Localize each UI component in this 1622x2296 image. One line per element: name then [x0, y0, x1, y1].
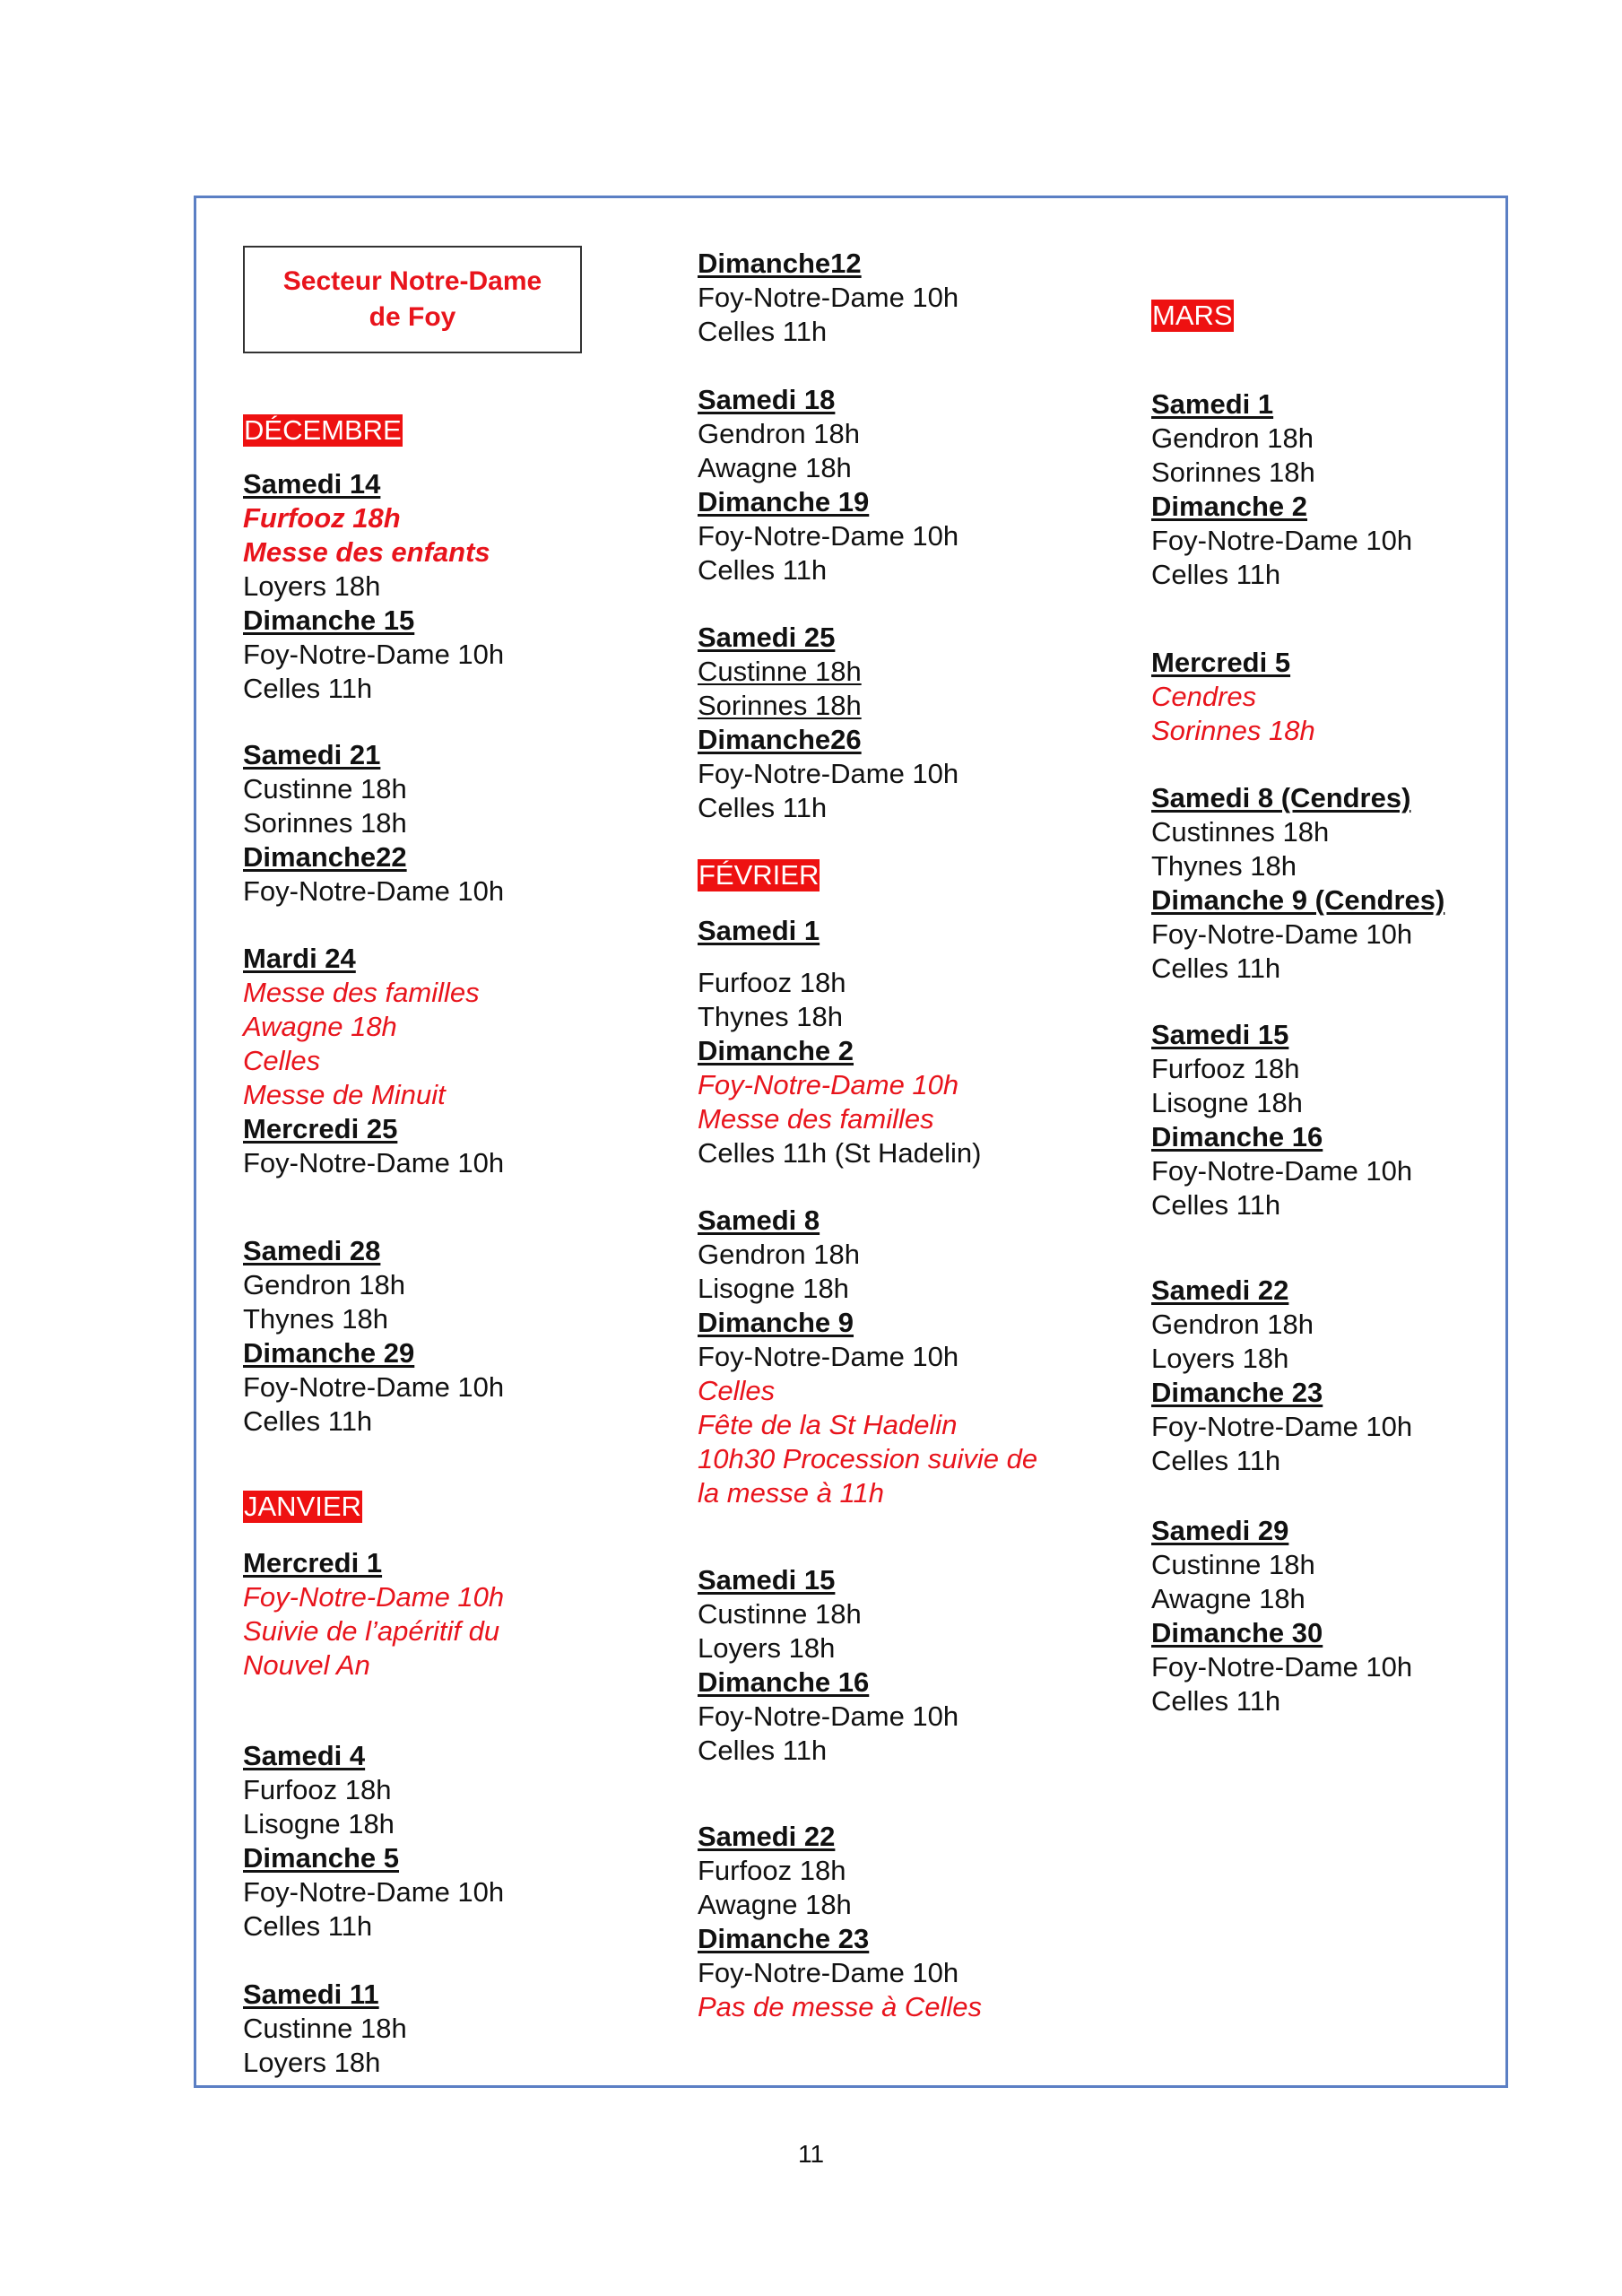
day-heading	[243, 467, 504, 501]
mass-entry	[698, 1000, 981, 1034]
day-heading-text: Dimanche 23	[1151, 1377, 1323, 1408]
mass-entry-text: Lisogne 18h	[243, 1808, 395, 1839]
day-heading-text: Samedi 14	[243, 468, 381, 500]
day-heading	[1151, 883, 1444, 918]
mass-entry-text: Foy-Notre-Dame 10h	[243, 1581, 505, 1613]
day-heading	[243, 1978, 407, 2012]
mass-entry	[1151, 456, 1412, 490]
schedule-block	[698, 1204, 1037, 1510]
day-heading	[243, 738, 504, 772]
mass-entry	[698, 689, 958, 723]
day-heading	[698, 485, 958, 519]
day-heading	[698, 1204, 1037, 1238]
schedule-block	[243, 738, 504, 909]
mass-entry-text: Foy-Notre-Dame 10h	[1151, 918, 1413, 950]
mass-entry-text: Messe des enfants	[243, 536, 490, 568]
mass-entry-text: Furfooz 18h	[698, 1855, 846, 1886]
day-heading-text: Samedi 22	[1151, 1274, 1289, 1306]
mass-entry	[243, 672, 504, 706]
schedule-block	[1151, 646, 1315, 748]
schedule-block	[698, 247, 958, 349]
sector-title-box	[243, 246, 582, 353]
month-label: JANVIER	[244, 1491, 361, 1522]
mass-entry	[243, 1370, 504, 1405]
mass-entry	[698, 655, 958, 689]
mass-entry-text: Foy-Notre-Dame 10h	[698, 758, 959, 789]
mass-entry	[698, 417, 958, 451]
mass-entry	[243, 1580, 504, 1614]
day-heading-text: Samedi 4	[243, 1740, 366, 1771]
mass-entry-text: Gendron 18h	[1151, 1309, 1314, 1340]
day-heading-text: Samedi 1	[1151, 388, 1274, 420]
mass-entry-text: Celles 11h	[1151, 1189, 1281, 1221]
schedule-block	[698, 1563, 958, 1768]
day-heading-text: Mercredi 1	[243, 1547, 383, 1578]
schedule-block	[698, 621, 958, 825]
mass-entry	[698, 1068, 981, 1102]
schedule-block	[243, 1234, 504, 1439]
day-heading-text: Samedi 11	[243, 1979, 379, 2010]
mass-entry-text: Foy-Notre-Dame 10h	[243, 1371, 505, 1403]
day-heading-text: Samedi 8 (Cendres)	[1151, 782, 1411, 813]
day-heading-text: Dimanche 2	[698, 1035, 854, 1066]
day-heading	[698, 1034, 981, 1068]
mass-entry	[698, 1734, 958, 1768]
mass-entry	[243, 976, 504, 1010]
day-heading	[1151, 646, 1315, 680]
day-heading-text: Dimanche22	[243, 841, 407, 873]
mass-entry	[1151, 1684, 1412, 1718]
day-heading-text: Dimanche12	[698, 248, 862, 279]
mass-entry-text: Custinne 18h	[243, 2013, 407, 2044]
mass-entry	[1151, 1582, 1412, 1616]
day-heading	[243, 942, 504, 976]
mass-entry-text: Celles 11h	[243, 673, 373, 704]
mass-entry	[698, 1408, 1037, 1442]
mass-entry	[1151, 422, 1412, 456]
month-header	[243, 414, 403, 447]
mass-entry	[698, 1956, 982, 1990]
mass-entry-text: Celles 11h	[698, 316, 828, 347]
mass-entry-text: Custinne 18h	[243, 773, 407, 804]
mass-entry	[1151, 849, 1444, 883]
day-heading-text: Dimanche 9	[698, 1307, 854, 1338]
day-heading-text: Samedi 15	[1151, 1019, 1289, 1050]
day-heading-text: Samedi 15	[698, 1564, 836, 1596]
day-heading	[698, 1922, 982, 1956]
mass-entry-text: Furfooz 18h	[243, 1774, 392, 1805]
mass-entry	[1151, 1410, 1412, 1444]
mass-entry	[1151, 1342, 1412, 1376]
mass-entry	[698, 1442, 1037, 1476]
mass-entry	[243, 1773, 504, 1807]
day-heading-text: Mercredi 25	[243, 1113, 398, 1144]
mass-entry	[1151, 1444, 1412, 1478]
month-label: MARS	[1152, 300, 1233, 331]
day-heading	[1151, 490, 1412, 524]
mass-entry	[1151, 952, 1444, 986]
schedule-block	[1151, 387, 1412, 592]
day-heading-text: Dimanche 5	[243, 1842, 400, 1874]
day-heading	[243, 1336, 504, 1370]
mass-entry-text: Celles 11h	[1151, 1685, 1281, 1717]
schedule-block	[1151, 1274, 1412, 1478]
page-number: 11	[797, 2140, 825, 2168]
schedule-block	[698, 914, 820, 948]
mass-entry-text: Furfooz 18h	[1151, 1053, 1300, 1084]
mass-entry-text: Celles 11h (St Hadelin)	[698, 1137, 982, 1169]
day-heading-text: Dimanche 23	[698, 1923, 870, 1954]
day-heading-text: Samedi 28	[243, 1235, 381, 1266]
mass-entry-text: Sorinnes 18h	[243, 807, 407, 839]
mass-entry	[1151, 1548, 1412, 1582]
schedule-block	[243, 942, 504, 1180]
mass-entry	[698, 1700, 958, 1734]
day-heading-text: Dimanche 16	[698, 1666, 870, 1698]
mass-entry-text: Celles	[243, 1045, 321, 1076]
mass-entry	[698, 451, 958, 485]
mass-entry	[1151, 558, 1412, 592]
day-heading-text: Dimanche 9 (Cendres)	[1151, 884, 1445, 916]
mass-entry-text: Cendres	[1151, 681, 1257, 712]
mass-entry-text: Lisogne 18h	[1151, 1087, 1303, 1118]
mass-entry-text: Foy-Notre-Dame 10h	[698, 1957, 959, 1988]
mass-entry	[243, 535, 504, 570]
day-heading	[1151, 1616, 1412, 1650]
mass-entry	[243, 1909, 504, 1944]
mass-entry-text: Foy-Notre-Dame 10h	[1151, 1411, 1413, 1442]
mass-entry	[243, 1010, 504, 1044]
day-heading-text: Samedi 1	[698, 915, 820, 946]
mass-entry-text: Gendron 18h	[1151, 422, 1314, 454]
day-heading	[1151, 1514, 1412, 1548]
mass-entry	[243, 501, 504, 535]
day-heading-text: Mardi 24	[243, 943, 356, 974]
mass-entry-text: Suivie de l’apéritif du	[243, 1615, 500, 1647]
day-heading-text: Samedi 29	[1151, 1515, 1289, 1546]
day-heading	[243, 1739, 504, 1773]
mass-entry	[698, 553, 958, 587]
mass-entry-text: Thynes 18h	[1151, 850, 1297, 882]
mass-entry-text: Gendron 18h	[243, 1269, 405, 1300]
mass-entry-text: Loyers 18h	[698, 1632, 836, 1664]
mass-entry-text: Foy-Notre-Dame 10h	[243, 1876, 505, 1908]
mass-entry	[1151, 1188, 1412, 1222]
mass-entry-text: Foy-Notre-Dame 10h	[698, 282, 959, 313]
day-heading-text: Dimanche 30	[1151, 1617, 1323, 1648]
mass-entry-text: Gendron 18h	[698, 1239, 860, 1270]
mass-entry	[698, 1631, 958, 1665]
mass-entry	[243, 772, 504, 806]
mass-entry-text: Thynes 18h	[243, 1303, 388, 1335]
schedule-block	[698, 383, 958, 587]
mass-entry-text: Messe des familles	[698, 1103, 934, 1135]
mass-entry-text: Custinnes 18h	[1151, 816, 1330, 848]
mass-entry-text: Custinne 18h	[698, 656, 862, 687]
mass-entry	[698, 1136, 981, 1170]
day-heading	[243, 604, 504, 638]
month-header	[1151, 300, 1234, 332]
mass-entry-text: Foy-Notre-Dame 10h	[698, 1700, 959, 1732]
mass-entry-text: Nouvel An	[243, 1649, 370, 1681]
mass-entry-text: Custinne 18h	[1151, 1549, 1315, 1580]
mass-entry	[698, 1854, 982, 1888]
day-heading-text: Mercredi 5	[1151, 647, 1291, 678]
mass-entry	[698, 757, 958, 791]
mass-entry-text: Lisogne 18h	[698, 1273, 849, 1304]
day-heading	[698, 1665, 958, 1700]
day-heading	[698, 621, 958, 655]
mass-entry-text: Loyers 18h	[243, 2047, 381, 2078]
day-heading	[698, 1563, 958, 1597]
mass-entry	[698, 1597, 958, 1631]
mass-entry-text: Fête de la St Hadelin	[698, 1409, 958, 1440]
mass-entry-text: Celles 11h	[1151, 1445, 1281, 1476]
mass-entry	[698, 519, 958, 553]
mass-entry	[698, 1340, 1037, 1374]
mass-entry	[243, 1405, 504, 1439]
mass-entry	[698, 1476, 1037, 1510]
mass-entry-text: Pas de messe à Celles	[698, 1991, 983, 2022]
mass-entry-text: Celles 11h	[1151, 952, 1281, 984]
day-heading-text: Samedi 21	[243, 739, 381, 770]
day-heading	[243, 1546, 504, 1580]
mass-entry	[243, 874, 504, 909]
day-heading-text: Dimanche 16	[1151, 1121, 1323, 1152]
month-header	[698, 859, 820, 891]
mass-entry	[243, 2012, 407, 2046]
day-heading	[243, 1234, 504, 1268]
mass-entry	[243, 1614, 504, 1648]
mass-entry	[698, 1272, 1037, 1306]
mass-entry	[698, 966, 981, 1000]
day-heading	[243, 1112, 504, 1146]
mass-entry-text: Messe des familles	[243, 977, 480, 1008]
day-heading-text: Samedi 25	[698, 622, 836, 653]
mass-entry-text: Celles 11h	[698, 1735, 828, 1766]
day-heading-text: Samedi 22	[698, 1821, 836, 1852]
day-heading	[698, 723, 958, 757]
schedule-block	[243, 1739, 504, 1944]
mass-entry-text: Foy-Notre-Dame 10h	[243, 1147, 505, 1178]
day-heading	[698, 1306, 1037, 1340]
schedule-block	[243, 467, 504, 706]
mass-entry-text: Awagne 18h	[243, 1011, 397, 1042]
day-heading	[698, 914, 820, 948]
month-header	[243, 1491, 362, 1523]
schedule-block	[243, 1978, 407, 2080]
mass-entry-text: Loyers 18h	[243, 570, 381, 602]
mass-entry	[1151, 714, 1315, 748]
mass-entry	[698, 1888, 982, 1922]
mass-entry	[243, 1268, 504, 1302]
day-heading	[1151, 1376, 1412, 1410]
mass-entry	[698, 1374, 1037, 1408]
mass-entry	[1151, 815, 1444, 849]
mass-entry	[243, 806, 504, 840]
mass-entry	[1151, 1650, 1412, 1684]
schedule-block	[243, 1546, 504, 1683]
day-heading	[698, 247, 958, 281]
mass-entry	[1151, 680, 1315, 714]
mass-entry	[1151, 918, 1444, 952]
mass-entry	[243, 1875, 504, 1909]
day-heading-text: Dimanche 2	[1151, 491, 1308, 522]
mass-entry	[1151, 1052, 1412, 1086]
mass-entry-text: Awagne 18h	[698, 1889, 852, 1920]
day-heading	[243, 1841, 504, 1875]
mass-entry	[698, 1238, 1037, 1272]
sector-title-line-1: Secteur Notre-Dame	[282, 266, 542, 296]
month-label: FÉVRIER	[698, 859, 820, 891]
day-heading	[698, 1820, 982, 1854]
mass-entry-text: Custinne 18h	[698, 1598, 862, 1630]
mass-entry	[243, 1302, 504, 1336]
mass-entry-text: Furfooz 18h	[243, 502, 401, 534]
mass-entry	[243, 1146, 504, 1180]
mass-entry	[243, 1044, 504, 1078]
month-label: DÉCEMBRE	[244, 414, 402, 446]
mass-entry	[698, 1990, 982, 2024]
day-heading	[1151, 387, 1412, 422]
mass-entry-text: Celles 11h	[698, 554, 828, 586]
mass-entry-text: Foy-Notre-Dame 10h	[1151, 1155, 1413, 1187]
mass-entry-text: Foy-Notre-Dame 10h	[698, 520, 959, 552]
mass-entry	[1151, 1308, 1412, 1342]
day-heading-text: Dimanche 15	[243, 604, 415, 636]
mass-entry-text: Loyers 18h	[1151, 1343, 1289, 1374]
day-heading	[698, 383, 958, 417]
mass-entry	[243, 1648, 504, 1683]
mass-entry-text: Celles 11h	[698, 792, 828, 823]
mass-entry	[698, 315, 958, 349]
mass-entry-text: Awagne 18h	[1151, 1583, 1305, 1614]
mass-entry-text: Furfooz 18h	[698, 967, 846, 998]
day-heading-text: Dimanche 29	[243, 1337, 415, 1369]
mass-entry	[243, 638, 504, 672]
sector-title-line-2: de Foy	[369, 302, 456, 332]
mass-entry	[243, 1807, 504, 1841]
schedule-block	[1151, 781, 1444, 986]
mass-entry-text: Sorinnes 18h	[1151, 715, 1315, 746]
day-heading	[1151, 781, 1444, 815]
mass-entry-text: Foy-Notre-Dame 10h	[243, 639, 505, 670]
day-heading	[243, 840, 504, 874]
day-heading	[1151, 1274, 1412, 1308]
day-heading-text: Dimanche26	[698, 724, 862, 755]
mass-entry-text: Celles	[698, 1375, 776, 1406]
mass-entry-text: Gendron 18h	[698, 418, 860, 449]
mass-entry	[1151, 524, 1412, 558]
schedule-block	[1151, 1018, 1412, 1222]
mass-entry-text: 10h30 Procession suivie de	[698, 1443, 1038, 1474]
mass-entry-text: Thynes 18h	[698, 1001, 843, 1032]
mass-entry-text: Celles 11h	[243, 1405, 373, 1437]
day-heading-text: Dimanche 19	[698, 486, 870, 517]
schedule-block	[698, 966, 981, 1170]
mass-entry-text: Celles 11h	[243, 1910, 373, 1942]
mass-entry-text: Foy-Notre-Dame 10h	[698, 1341, 959, 1372]
mass-entry-text: Foy-Notre-Dame 10h	[1151, 525, 1413, 556]
mass-entry	[698, 791, 958, 825]
mass-entry-text: Sorinnes 18h	[1151, 457, 1315, 488]
schedule-block	[1151, 1514, 1412, 1718]
day-heading	[1151, 1018, 1412, 1052]
mass-entry	[243, 1078, 504, 1112]
mass-entry-text: Foy-Notre-Dame 10h	[1151, 1651, 1413, 1683]
mass-entry-text: Sorinnes 18h	[698, 690, 862, 721]
mass-entry-text: Foy-Notre-Dame 10h	[698, 1069, 959, 1100]
mass-entry-text: Messe de Minuit	[243, 1079, 446, 1110]
mass-entry	[243, 2046, 407, 2080]
day-heading	[1151, 1120, 1412, 1154]
schedule-block	[698, 1820, 982, 2024]
mass-entry	[1151, 1086, 1412, 1120]
mass-entry	[1151, 1154, 1412, 1188]
mass-entry	[698, 281, 958, 315]
day-heading-text: Samedi 18	[698, 384, 836, 415]
mass-entry-text: Foy-Notre-Dame 10h	[243, 875, 505, 907]
mass-entry	[243, 570, 504, 604]
mass-entry-text: la messe à 11h	[698, 1477, 884, 1509]
day-heading-text: Samedi 8	[698, 1205, 820, 1236]
mass-entry-text: Awagne 18h	[698, 452, 852, 483]
mass-entry-text: Celles 11h	[1151, 559, 1281, 590]
mass-entry	[698, 1102, 981, 1136]
